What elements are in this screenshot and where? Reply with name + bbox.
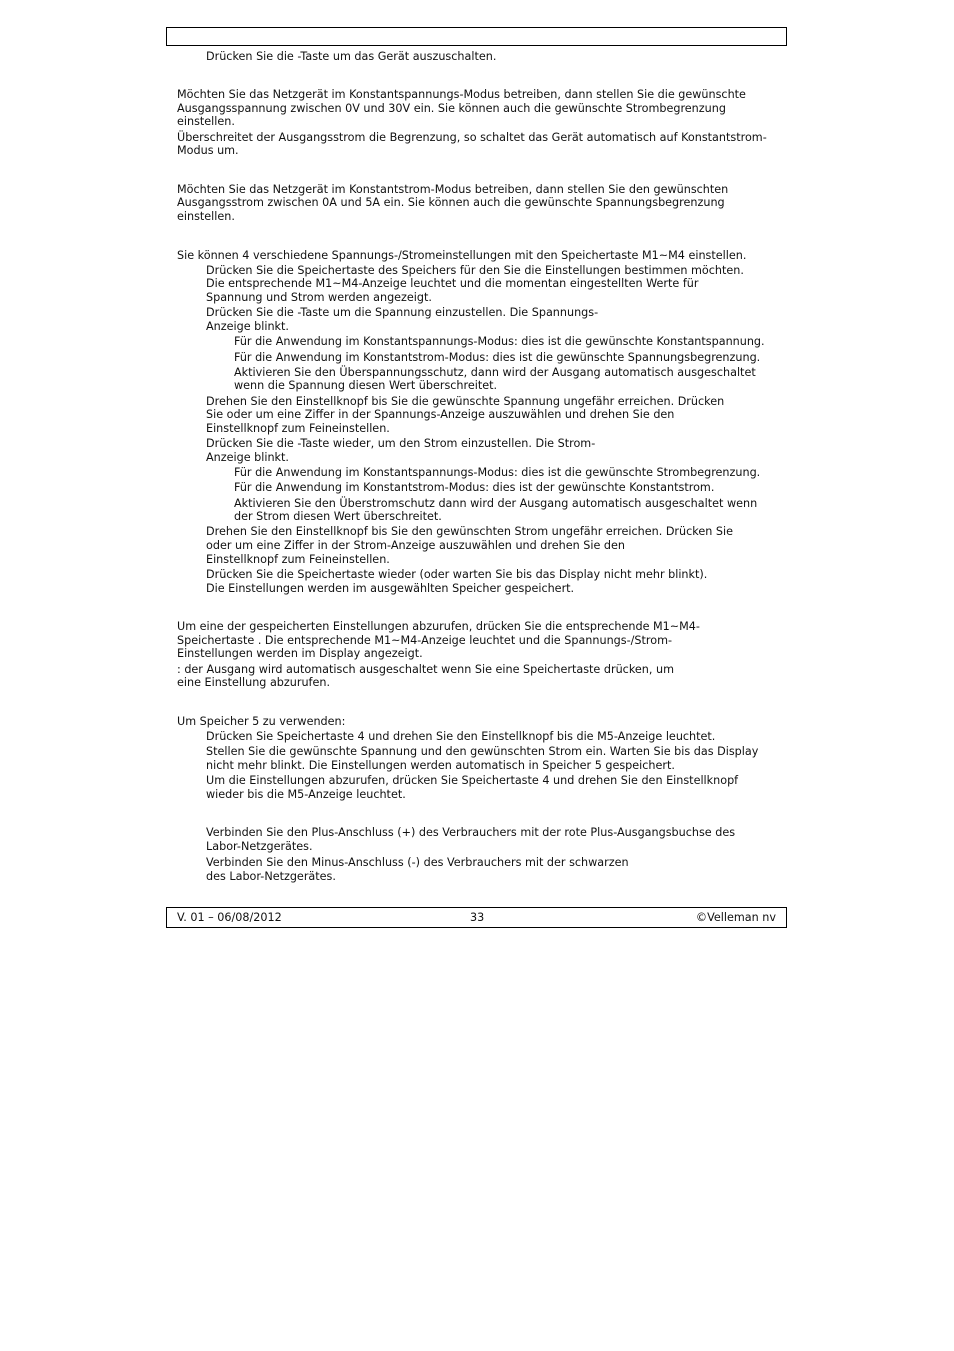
- text-line: Drehen Sie den Einstellknopf bis Sie die gewünschte Spannung ungefähr erreichen. Drücken: [206, 395, 725, 408]
- text-line: Für die Anwendung im Konstantspannungs-Modus: dies ist die gewünschte Konstantspannung.: [234, 335, 765, 348]
- text-line: Für die Anwendung im Konstantstrom-Modus: dies ist der gewünschte Konstantstrom.: [234, 481, 715, 494]
- footer: [166, 907, 787, 928]
- text-line: Drehen Sie den Einstellknopf bis Sie den gewünschten Strom ungefähr erreichen. Drücken Sie: [206, 525, 733, 538]
- text-line: Anzeige blinkt.: [206, 320, 289, 333]
- text-line: Für die Anwendung im Konstantspannungs-Modus: dies ist die gewünschte Strombegrenzung.: [234, 466, 761, 479]
- text-line: Sie können 4 verschiedene Spannungs-/Stromeinstellungen mit den Speichertaste M1~M4 einstellen.: [177, 249, 747, 262]
- text-line: Drücken Sie die -Taste um das Gerät auszuschalten.: [206, 50, 497, 63]
- text-line: Drücken Sie die -Taste um die Spannung einzustellen. Die Spannungs-: [206, 306, 599, 319]
- text-line: Einstellknopf zum Feineinstellen.: [206, 422, 390, 435]
- footer-page-number: 33: [470, 911, 485, 924]
- text-line: Verbinden Sie den Plus-Anschluss (+) des Verbrauchers mit der rote Plus-Ausgangsbuchse des: [206, 826, 736, 839]
- text-line: Einstellknopf zum Feineinstellen.: [206, 553, 390, 566]
- text-line: wieder bis die M5-Anzeige leuchtet.: [206, 788, 406, 801]
- text-line: der Strom diesen Wert überschreitet.: [234, 510, 442, 523]
- text-line: Die Einstellungen werden im ausgewählten Speicher gespeichert.: [206, 582, 575, 595]
- text-line: einstellen.: [177, 210, 235, 223]
- text-line: Sie oder um eine Ziffer in der Spannungs-Anzeige auszuwählen und drehen Sie den: [206, 408, 675, 421]
- text-line: Ausgangsspannung zwischen 0V und 30V ein. Sie können auch die gewünschte Strombegrenzung: [177, 102, 726, 115]
- text-line: Aktivieren Sie den Überstromschutz dann wird der Ausgang automatisch ausgeschaltet wenn: [234, 497, 758, 510]
- text-line: wenn die Spannung diesen Wert überschreitet.: [234, 379, 498, 392]
- header-box: [166, 27, 787, 46]
- text-line: Möchten Sie das Netzgerät im Konstantspannungs-Modus betreiben, dann stellen Sie die gewünschte: [177, 88, 746, 101]
- text-line: oder um eine Ziffer in der Strom-Anzeige auszuwählen und drehen Sie den: [206, 539, 625, 552]
- text-line: Drücken Sie die Speichertaste des Speichers für den Sie die Einstellungen bestimmen möchten.: [206, 264, 744, 277]
- text-line: Verbinden Sie den Minus-Anschluss (-) des Verbrauchers mit der schwarzen: [206, 856, 629, 869]
- text-line: eine Einstellung abzurufen.: [177, 676, 331, 689]
- text-line: Drücken Sie die -Taste wieder, um den Strom einzustellen. Die Strom-: [206, 437, 596, 450]
- text-line: Um Speicher 5 zu verwenden:: [177, 715, 346, 728]
- text-line: Die entsprechende M1~M4-Anzeige leuchtet und die momentan eingestellten Werte für: [206, 277, 699, 290]
- footer-version: V. 01 – 06/08/2012: [177, 911, 282, 924]
- text-line: Ausgangsstrom zwischen 0A und 5A ein. Sie können auch die gewünschte Spannungsbegrenzung: [177, 196, 725, 209]
- text-line: Anzeige blinkt.: [206, 451, 289, 464]
- text-line: nicht mehr blinkt. Die Einstellungen werden automatisch in Speicher 5 gespeichert.: [206, 759, 675, 772]
- text-line: Überschreitet der Ausgangsstrom die Begrenzung, so schaltet das Gerät automatisch auf Konstantstrom-: [177, 131, 767, 144]
- text-line: : der Ausgang wird automatisch ausgeschaltet wenn Sie eine Speichertaste drücken, um: [177, 663, 674, 676]
- text-line: Für die Anwendung im Konstantstrom-Modus: dies ist die gewünschte Spannungsbegrenzung.: [234, 351, 761, 364]
- footer-copyright: ©Velleman nv: [695, 911, 776, 924]
- text-line: des Labor-Netzgerätes.: [206, 870, 336, 883]
- text-line: Um die Einstellungen abzurufen, drücken Sie Speichertaste 4 und drehen Sie den Einstellknopf: [206, 774, 739, 787]
- text-line: Drücken Sie Speichertaste 4 und drehen Sie den Einstellknopf bis die M5-Anzeige leuchtet.: [206, 730, 716, 743]
- text-line: Aktivieren Sie den Überspannungsschutz, dann wird der Ausgang automatisch ausgeschaltet: [234, 366, 756, 379]
- text-line: Modus um.: [177, 144, 239, 157]
- text-line: Stellen Sie die gewünschte Spannung und den gewünschten Strom ein. Warten Sie bis das Display: [206, 745, 759, 758]
- text-line: einstellen.: [177, 115, 235, 128]
- text-line: Um eine der gespeicherten Einstellungen abzurufen, drücken Sie die entsprechende M1~M4-: [177, 620, 700, 633]
- text-line: Einstellungen werden im Display angezeigt.: [177, 647, 423, 660]
- text-line: Spannung und Strom werden angezeigt.: [206, 291, 432, 304]
- text-line: Möchten Sie das Netzgerät im Konstantstrom-Modus betreiben, dann stellen Sie den gewünschten: [177, 183, 729, 196]
- text-line: Labor-Netzgerätes.: [206, 840, 313, 853]
- text-line: Drücken Sie die Speichertaste wieder (oder warten Sie bis das Display nicht mehr blinkt).: [206, 568, 708, 581]
- text-line: Speichertaste . Die entsprechende M1~M4-Anzeige leuchtet und die Spannungs-/Strom-: [177, 634, 673, 647]
